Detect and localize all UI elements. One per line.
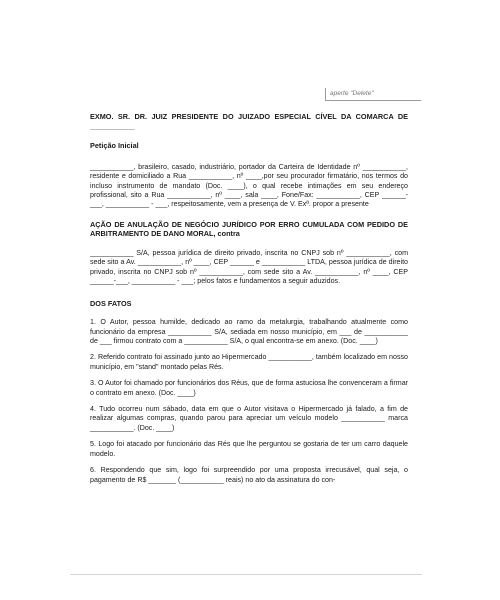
fact-paragraph: 4. Tudo ocorreu num sábado, data em que o Autor visitava o Hipermercado já falado, a fim de realizar algumas compras, quando parou para apreciar um veículo modelo ___________ marca ___________. (Doc. ____): [90, 405, 408, 432]
document-body: [90, 112, 408, 485]
fact-paragraph: 3. O Autor foi chamado por funcionários dos Réus, que de forma astuciosa lhe convenceram a firmar o contrato em anexo. (Doc. ____): [90, 379, 408, 397]
facts-section-heading: DOS FATOS: [90, 298, 132, 308]
action-title: AÇÃO DE ANULAÇÃO DE NEGÓCIO JURÍDICO POR ERRO CUMULADA COM PEDIDO DE ARBITRAMENTO DE DANO MORAL, contra: [90, 219, 408, 239]
plaintiff-qualification: ___________, brasileiro, casado, industriário, portador da Carteira de Identidade nº ___________, residente e domiciliado a Rua ___________, nº ____,por seu procurador firmatário, nos termos do incluso instrumento de mandato (Doc. ____), o qual recebe intimações em seu endereço profissional, sito a Rua ___________, nº ____, sala ____, Fone/Fax: ___________, CEP ______-___, ___________ - ___, respeitosamente, vem a presença de V. Exª. propor a presente: [90, 162, 408, 209]
fact-paragraph: 5. Logo foi atacado por funcionário das Rés que lhe perguntou se gostaria de ter um carro daquele modelo.: [90, 440, 408, 458]
court-address-heading: EXMO. SR. DR. JUIZ PRESIDENTE DO JUIZADO ESPECIAL CÍVEL DA COMARCA DE ___________: [90, 112, 408, 131]
delete-hint: aperte "Delete": [325, 88, 421, 101]
petition-subtitle: Petição Inicial: [90, 141, 139, 151]
defendants-paragraph: ___________ S/A, pessoa jurídica de direito privado, inscrita no CNPJ sob nº ___________, com sede sito a Av. ___________, nº ____, CEP ______ e ___________ LTDA, pessoa jurídica de direito privado, inscrita no CNPJ sob nº ___________, com sede sito a Av. ___________, nº ____, CEP ______-___, ___________ - ___; pelos fatos e fundamentos a seguir aduzidos.: [90, 249, 408, 286]
fact-paragraph: 6. Respondendo que sim, logo foi surpreendido por uma proposta irrecusável, qual seja, o pagamento de R$ _______ (___________ reais) no ato da assinatura do con-: [90, 466, 408, 484]
page-bottom-divider: [70, 574, 422, 575]
fact-paragraph: 2. Referido contrato foi assinado junto ao Hipermercado ___________, também localizado em nosso município, em "stand" montado pelas Rés.: [90, 353, 408, 371]
fact-paragraph: 1. O Autor, pessoa humilde, dedicado ao ramo da metalurgia, trabalhando atualmente como funcionário da empresa ___________ S/A, sediada em nosso município, em ___ de ___________ de ___ firmou contrato com a ___________ S/A, o qual encontra-se em anexo. (Doc. ____): [90, 318, 408, 346]
